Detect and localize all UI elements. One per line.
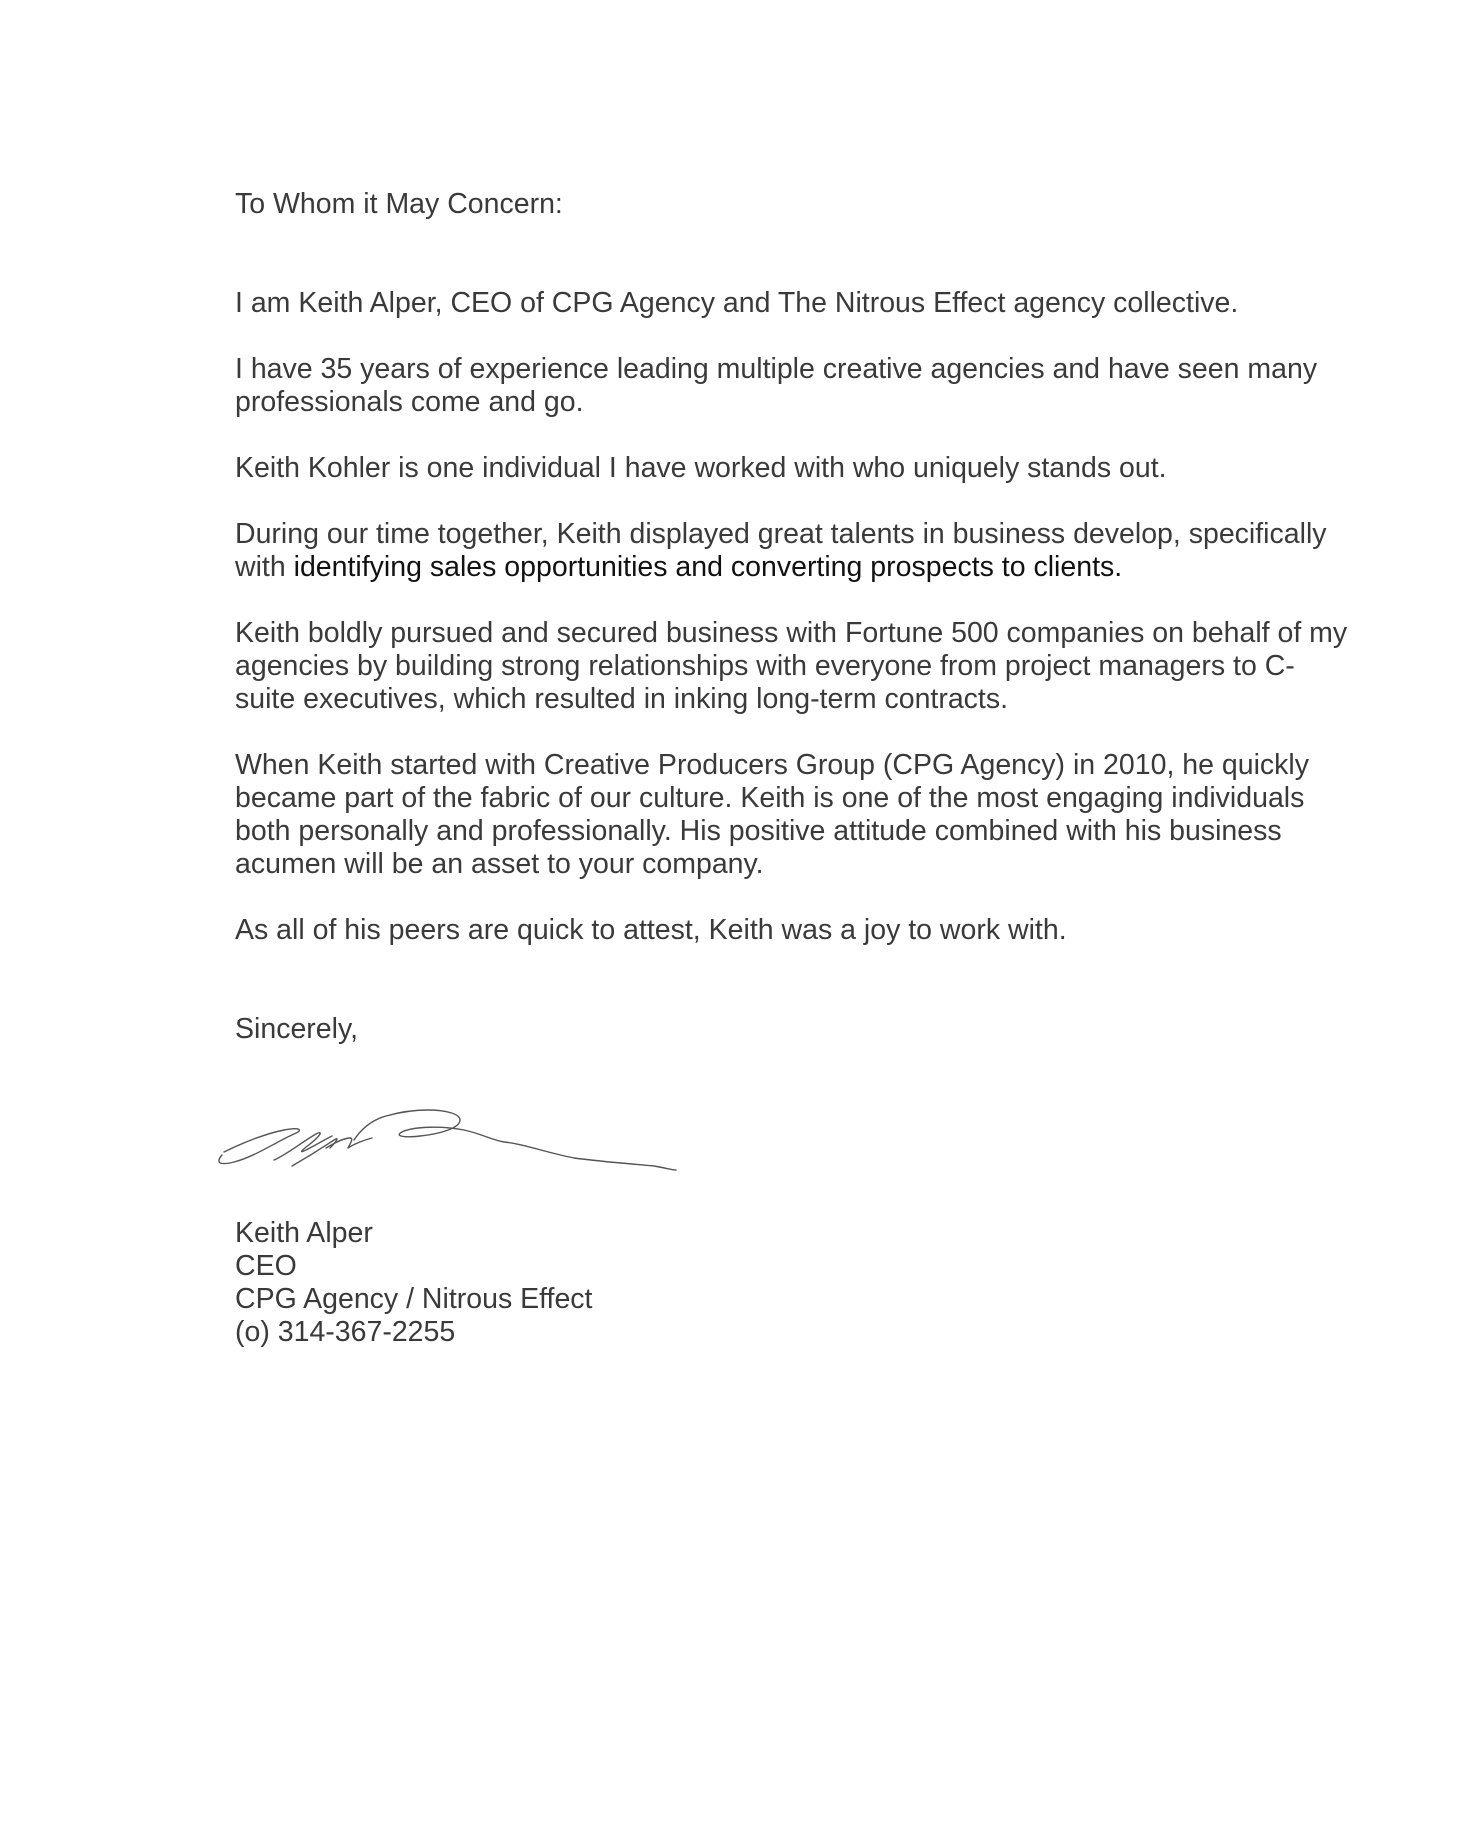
paragraph-fortune-line-2: agencies by building strong relationships with everyone from project managers to C- [235,650,1295,682]
paragraph-talents-line-2 [235,551,1122,584]
paragraph-fortune-line-1: Keith boldly pursued and secured business with Fortune 500 companies on behalf of my [235,617,1348,649]
paragraph-cpg-line-1: When Keith started with Creative Producers Group (CPG Agency) in 2010, he quickly [235,749,1310,781]
signer-name: Keith Alper [235,1217,373,1249]
paragraph-cpg-line-3: both personally and professionally. His positive attitude combined with his business [235,815,1282,847]
paragraph-fortune-line-3: suite executives, which resulted in inking long-term contracts. [235,683,1009,715]
paragraph-intro: I am Keith Alper, CEO of CPG Agency and The Nitrous Effect agency collective. [235,287,1239,319]
handwritten-signature [214,1100,714,1200]
paragraph-talents-line-1: During our time together, Keith displayed great talents in business develop, specifically [235,518,1327,550]
paragraph-standout: Keith Kohler is one individual I have worked with who uniquely stands out. [235,452,1167,484]
signer-title: CEO [235,1250,297,1282]
paragraph-experience-line-2: professionals come and go. [235,386,584,418]
signer-phone: (o) 314-367-2255 [235,1316,456,1348]
talents-line-2-emphasis: identifying sales opportunities and converting prospects to clients. [293,551,1123,583]
paragraph-experience-line-1: I have 35 years of experience leading multiple creative agencies and have seen many [235,353,1318,385]
paragraph-cpg-line-4: acumen will be an asset to your company. [235,848,764,880]
salutation: To Whom it May Concern: [235,188,563,220]
closing: Sincerely, [235,1013,359,1045]
paragraph-cpg-line-2: became part of the fabric of our culture. Keith is one of the most engaging individuals [235,782,1305,814]
talents-line-2-prefix: with [235,551,294,583]
signer-company: CPG Agency / Nitrous Effect [235,1283,593,1315]
paragraph-joy: As all of his peers are quick to attest, Keith was a joy to work with. [235,914,1067,946]
